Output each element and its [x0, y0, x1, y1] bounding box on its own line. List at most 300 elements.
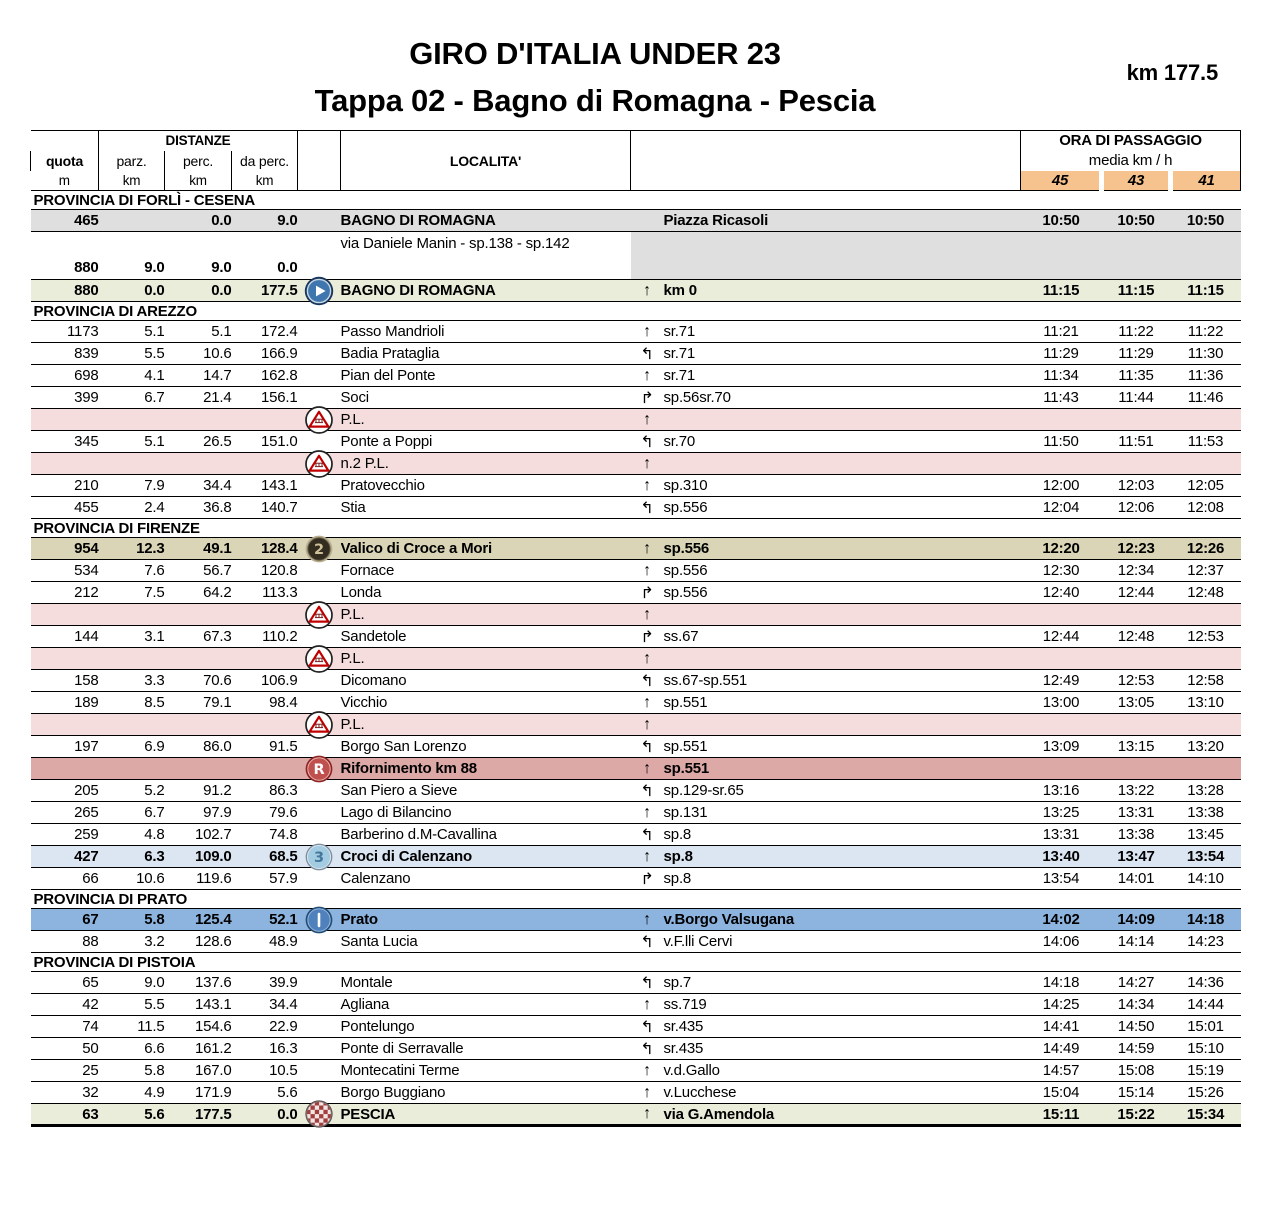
perc-label: perc.: [165, 151, 232, 171]
route-row: [31, 626, 1241, 648]
direction-cell: ↑: [631, 692, 664, 714]
route-row: [31, 256, 1241, 280]
direction-cell: ↑: [631, 280, 664, 302]
time-cell: 13:45: [1171, 824, 1241, 846]
icon-cell: [298, 232, 341, 256]
parz-km-cell: 5.5: [99, 343, 165, 365]
icon-cell: [298, 409, 341, 431]
time-cell: 15:34: [1171, 1104, 1241, 1126]
icon-cell: [298, 648, 341, 670]
time-cell: 12:44: [1021, 626, 1102, 648]
direction-cell: ↑: [631, 758, 664, 780]
route-row: [31, 497, 1241, 519]
icon-cell: [298, 1104, 341, 1126]
icon-cell: [298, 453, 341, 475]
da-perc-km-cell: [232, 409, 298, 431]
svg-text:R: R: [313, 761, 325, 778]
da-perc-km-cell: 120.8: [232, 560, 298, 582]
province-label: PROVINCIA DI PRATO: [31, 890, 1241, 909]
quota-cell: 399: [31, 387, 99, 409]
road-cell: sr.435: [664, 1016, 1021, 1038]
quota-cell: 74: [31, 1016, 99, 1038]
time-cell: 12:23: [1102, 538, 1171, 560]
road-cell: [664, 648, 1021, 670]
perc-km-cell: 171.9: [165, 1082, 232, 1104]
table-body: [31, 191, 1241, 1126]
direction-cell: [631, 210, 664, 232]
route-row: [31, 648, 1241, 670]
quota-cell: 427: [31, 846, 99, 868]
quota-cell: 880: [31, 280, 99, 302]
icon-cell: [298, 560, 341, 582]
province-label: PROVINCIA DI PISTOIA: [31, 953, 1241, 972]
time-cell: 13:10: [1171, 692, 1241, 714]
localita-cell: P.L.: [341, 409, 631, 431]
direction-cell: ↱: [631, 868, 664, 890]
time-cell: 12:48: [1102, 626, 1171, 648]
parz-label: parz.: [99, 151, 165, 171]
road-cell: sp.131: [664, 802, 1021, 824]
perc-km-cell: 109.0: [165, 846, 232, 868]
time-cell: [1021, 714, 1102, 736]
da-perc-km-cell: 52.1: [232, 909, 298, 931]
time-cell: 14:10: [1171, 868, 1241, 890]
road-cell: [664, 256, 1021, 280]
time-cell: 14:01: [1102, 868, 1171, 890]
localita-cell: Stia: [341, 497, 631, 519]
perc-unit: km: [165, 171, 232, 191]
time-cell: 13:38: [1102, 824, 1171, 846]
perc-km-cell: [165, 453, 232, 475]
da-perc-km-cell: 128.4: [232, 538, 298, 560]
perc-km-cell: 64.2: [165, 582, 232, 604]
quota-cell: 212: [31, 582, 99, 604]
direction-cell: ↰: [631, 780, 664, 802]
da-perc-km-cell: 86.3: [232, 780, 298, 802]
time-cell: [1102, 409, 1171, 431]
time-cell: [1021, 256, 1102, 280]
time-cell: 14:23: [1171, 931, 1241, 953]
time-cell: 14:34: [1102, 994, 1171, 1016]
gpm-category2-icon: [305, 535, 333, 563]
da-perc-km-cell: [232, 453, 298, 475]
time-cell: 13:22: [1102, 780, 1171, 802]
time-cell: 13:31: [1102, 802, 1171, 824]
localita-cell: Agliana: [341, 994, 631, 1016]
parz-km-cell: [99, 604, 165, 626]
time-cell: 13:25: [1021, 802, 1102, 824]
quota-cell: 32: [31, 1082, 99, 1104]
time-cell: [1171, 758, 1241, 780]
parz-km-cell: 6.6: [99, 1038, 165, 1060]
localita-cell: Fornace: [341, 560, 631, 582]
direction-cell: ↰: [631, 670, 664, 692]
time-cell: 12:20: [1021, 538, 1102, 560]
route-row: [31, 931, 1241, 953]
quota-cell: 189: [31, 692, 99, 714]
direction-cell: ↑: [631, 604, 664, 626]
time-cell: [1021, 758, 1102, 780]
road-cell: via G.Amendola: [664, 1104, 1021, 1126]
perc-km-cell: [165, 409, 232, 431]
perc-km-cell: 91.2: [165, 780, 232, 802]
parz-km-cell: 7.9: [99, 475, 165, 497]
time-cell: 13:15: [1102, 736, 1171, 758]
route-row: [31, 453, 1241, 475]
time-cell: 12:37: [1171, 560, 1241, 582]
svg-text:3: 3: [314, 849, 324, 866]
icon-cell: [298, 909, 341, 931]
route-row: [31, 604, 1241, 626]
feed-zone-icon: [305, 755, 333, 783]
localita-cell: Montecatini Terme: [341, 1060, 631, 1082]
perc-km-cell: [165, 758, 232, 780]
direction-cell: ↰: [631, 497, 664, 519]
da-perc-km-cell: 0.0: [232, 1104, 298, 1126]
level-crossing-icon: [304, 644, 334, 674]
time-cell: 12:30: [1021, 560, 1102, 582]
direction-cell: ↑: [631, 538, 664, 560]
perc-km-cell: 154.6: [165, 1016, 232, 1038]
parz-km-cell: 10.6: [99, 868, 165, 890]
parz-km-cell: [99, 210, 165, 232]
parz-km-cell: [99, 409, 165, 431]
da-perc-km-cell: 0.0: [277, 258, 298, 276]
quota-cell: 67: [31, 909, 99, 931]
localita-cell: [341, 256, 631, 280]
icon-cell: [298, 604, 341, 626]
route-row: [31, 802, 1241, 824]
parz-km-cell: 2.4: [99, 497, 165, 519]
time-cell: 15:19: [1171, 1060, 1241, 1082]
icon-cell: [298, 931, 341, 953]
time-cell: [1021, 453, 1102, 475]
direction-cell: ↑: [631, 648, 664, 670]
time-cell: [1171, 256, 1241, 280]
da-perc-km-cell: 10.5: [232, 1060, 298, 1082]
localita-cell: Dicomano: [341, 670, 631, 692]
road-cell: sp.129-sr.65: [664, 780, 1021, 802]
da-perc-km-cell: 9.0: [232, 210, 298, 232]
da-perc-unit: km: [232, 171, 298, 191]
localita-cell: Borgo Buggiano: [341, 1082, 631, 1104]
localita-cell: P.L.: [341, 648, 631, 670]
time-cell: 12:03: [1102, 475, 1171, 497]
perc-km-cell: 36.8: [165, 497, 232, 519]
route-row: [31, 972, 1241, 994]
da-perc-km-cell: 162.8: [232, 365, 298, 387]
route-row: [31, 387, 1241, 409]
quota-cell: 66: [31, 868, 99, 890]
localita-cell: PESCIA: [341, 1104, 631, 1126]
quota-cell: 197: [31, 736, 99, 758]
direction-cell: ↱: [631, 387, 664, 409]
da-perc-km-cell: 57.9: [232, 868, 298, 890]
icon-cell: [298, 280, 341, 302]
time-cell: 14:25: [1021, 994, 1102, 1016]
road-cell: [664, 714, 1021, 736]
parz-km-cell: [99, 758, 165, 780]
direction-cell: ↑: [631, 409, 664, 431]
time-cell: 13:54: [1021, 868, 1102, 890]
localita-cell: Lago di Bilancino: [341, 802, 631, 824]
quota-cell: [31, 758, 99, 780]
road-cell: sp.310: [664, 475, 1021, 497]
quota-unit: m: [31, 171, 99, 191]
icon-cell: [298, 802, 341, 824]
quota-cell: [31, 409, 99, 431]
localita-cell: San Piero a Sieve: [341, 780, 631, 802]
perc-km-cell: 49.1: [165, 538, 232, 560]
quota-cell: 205: [31, 780, 99, 802]
time-cell: 12:40: [1021, 582, 1102, 604]
quota-cell: 42: [31, 994, 99, 1016]
quota-cell: 345: [31, 431, 99, 453]
time-cell: [1102, 232, 1171, 256]
time-cell: 15:04: [1021, 1082, 1102, 1104]
table-header: [31, 131, 1241, 191]
direction-cell: ↰: [631, 824, 664, 846]
quota-cell: 63: [31, 1104, 99, 1126]
perc-km-cell: 161.2: [165, 1038, 232, 1060]
localita-cell: Prato: [341, 909, 631, 931]
road-cell: [664, 232, 1021, 256]
perc-km-cell: [165, 648, 232, 670]
perc-km-cell: [165, 232, 232, 256]
perc-km-cell: 21.4: [165, 387, 232, 409]
perc-km-cell: 102.7: [165, 824, 232, 846]
time-cell: 12:48: [1171, 582, 1241, 604]
quota-cell: 259: [31, 824, 99, 846]
localita-cell: Vicchio: [341, 692, 631, 714]
quota-label: quota: [31, 151, 99, 171]
time-cell: [1171, 648, 1241, 670]
route-row: [31, 343, 1241, 365]
localita-cell: Santa Lucia: [341, 931, 631, 953]
perc-km-cell: 26.5: [165, 431, 232, 453]
route-row: [31, 475, 1241, 497]
route-row: [31, 1082, 1241, 1104]
direction-cell: ↰: [631, 972, 664, 994]
time-cell: 11:43: [1021, 387, 1102, 409]
time-cell: 13:09: [1021, 736, 1102, 758]
time-cell: 14:14: [1102, 931, 1171, 953]
direction-cell: ↰: [631, 343, 664, 365]
province-section-row: [31, 953, 1241, 972]
time-cell: 13:40: [1021, 846, 1102, 868]
route-row: [31, 736, 1241, 758]
route-row: [31, 714, 1241, 736]
parz-km-cell: 4.8: [99, 824, 165, 846]
perc-km-cell: 70.6: [165, 670, 232, 692]
parz-km-cell: 4.1: [99, 365, 165, 387]
time-cell: 13:05: [1102, 692, 1171, 714]
time-cell: 11:51: [1102, 431, 1171, 453]
quota-cell: 88: [31, 931, 99, 953]
road-cell: ss.67: [664, 626, 1021, 648]
quota-cell: 65: [31, 972, 99, 994]
route-row: [31, 758, 1241, 780]
time-cell: [1102, 758, 1171, 780]
road-cell: Piazza Ricasoli: [664, 210, 1021, 232]
time-cell: [1171, 714, 1241, 736]
route-row: [31, 321, 1241, 343]
direction-cell: ↰: [631, 1016, 664, 1038]
parz-km-cell: 9.0: [99, 972, 165, 994]
time-cell: 13:54: [1171, 846, 1241, 868]
time-cell: 13:38: [1171, 802, 1241, 824]
localita-cell: Calenzano: [341, 868, 631, 890]
gpm-category3-icon: [305, 843, 333, 871]
perc-km-cell: 119.6: [165, 868, 232, 890]
title-block: [0, 38, 1190, 116]
time-cell: 11:21: [1021, 321, 1102, 343]
level-crossing-icon: [304, 710, 334, 740]
speed-41-header: 41: [1171, 171, 1241, 191]
direction-cell: [631, 232, 664, 256]
time-cell: [1021, 232, 1102, 256]
route-row: [31, 232, 1241, 256]
da-perc-km-cell: 113.3: [232, 582, 298, 604]
road-cell: sp.556: [664, 560, 1021, 582]
route-row: [31, 1038, 1241, 1060]
time-cell: 11:29: [1102, 343, 1171, 365]
road-cell: sr.71: [664, 343, 1021, 365]
parz-km-cell: 5.8: [99, 1060, 165, 1082]
province-label: PROVINCIA DI FORLÌ - CESENA: [31, 191, 1241, 210]
quota-cell: [31, 604, 99, 626]
direction-cell: ↑: [631, 909, 664, 931]
localita-cell: Borgo San Lorenzo: [341, 736, 631, 758]
route-row: [31, 1016, 1241, 1038]
route-row: [31, 994, 1241, 1016]
time-cell: [1171, 604, 1241, 626]
parz-km-cell: 12.3: [99, 538, 165, 560]
time-cell: [1102, 648, 1171, 670]
province-section-row: [31, 519, 1241, 538]
localita-cell: P.L.: [341, 714, 631, 736]
perc-km-cell: [165, 714, 232, 736]
road-cell: sr.71: [664, 321, 1021, 343]
direction-cell: ↑: [631, 321, 664, 343]
route-row: [31, 780, 1241, 802]
road-cell: sp.551: [664, 736, 1021, 758]
time-cell: 12:49: [1021, 670, 1102, 692]
parz-km-cell: 5.6: [99, 1104, 165, 1126]
da-perc-km-cell: 48.9: [232, 931, 298, 953]
parz-km-cell: 6.3: [99, 846, 165, 868]
da-perc-km-cell: 91.5: [232, 736, 298, 758]
icon-column-header: [298, 131, 341, 191]
time-cell: 12:05: [1171, 475, 1241, 497]
quota-cell: 455: [31, 497, 99, 519]
road-cell: sp.551: [664, 692, 1021, 714]
da-perc-km-cell: 79.6: [232, 802, 298, 824]
parz-km-cell: [99, 648, 165, 670]
road-cell: sr.71: [664, 365, 1021, 387]
localita-cell: Montale: [341, 972, 631, 994]
perc-km-cell: 0.0: [165, 280, 232, 302]
perc-km-cell: 86.0: [165, 736, 232, 758]
direction-cell: ↑: [631, 1104, 664, 1126]
road-cell: v.Borgo Valsugana: [664, 909, 1021, 931]
time-cell: 10:50: [1171, 210, 1241, 232]
province-label: PROVINCIA DI FIRENZE: [31, 519, 1241, 538]
stage-subtitle: Tappa 02 - Bagno di Romagna - Pescia: [314, 83, 876, 118]
time-cell: [1021, 604, 1102, 626]
time-cell: 13:28: [1171, 780, 1241, 802]
localita-cell: Londa: [341, 582, 631, 604]
perc-km-cell: 79.1: [165, 692, 232, 714]
localita-cell: Pontelungo: [341, 1016, 631, 1038]
road-cell: [664, 604, 1021, 626]
time-cell: 12:00: [1021, 475, 1102, 497]
time-cell: 14:09: [1102, 909, 1171, 931]
da-perc-km-cell: 74.8: [232, 824, 298, 846]
quota-cell: 50: [31, 1038, 99, 1060]
parz-km-cell: 5.5: [99, 994, 165, 1016]
direction-cell: [631, 256, 664, 280]
route-row: [31, 431, 1241, 453]
da-perc-km-cell: 140.7: [232, 497, 298, 519]
time-cell: 11:46: [1171, 387, 1241, 409]
time-cell: 14:06: [1021, 931, 1102, 953]
icon-cell: [298, 343, 341, 365]
perc-km-cell: 67.3: [165, 626, 232, 648]
route-row: [31, 365, 1241, 387]
perc-km-cell: 34.4: [165, 475, 232, 497]
da-perc-km-cell: 22.9: [232, 1016, 298, 1038]
time-cell: 13:47: [1102, 846, 1171, 868]
time-cell: 11:15: [1021, 280, 1102, 302]
time-cell: 15:14: [1102, 1082, 1171, 1104]
time-cell: 14:18: [1171, 909, 1241, 931]
perc-km-cell: 97.9: [165, 802, 232, 824]
quota-header-spacer: [31, 131, 99, 151]
time-cell: [1102, 256, 1171, 280]
da-perc-km-cell: 151.0: [232, 431, 298, 453]
parz-km-cell: 0.0: [99, 280, 165, 302]
ora-di-passaggio-header: ORA DI PASSAGGIO: [1021, 131, 1241, 151]
time-cell: 11:36: [1171, 365, 1241, 387]
perc-km-cell: 10.6: [165, 343, 232, 365]
route-row: [31, 692, 1241, 714]
route-row: [31, 868, 1241, 890]
localita-cell: Valico di Croce a Mori: [341, 538, 631, 560]
perc-km-cell: 9.0: [211, 258, 232, 276]
route-row: [31, 409, 1241, 431]
da-perc-km-cell: 110.2: [232, 626, 298, 648]
parz-km-cell: 5.8: [99, 909, 165, 931]
parz-km-cell: 11.5: [99, 1016, 165, 1038]
direction-cell: ↑: [631, 475, 664, 497]
time-cell: 11:15: [1171, 280, 1241, 302]
time-cell: [1102, 453, 1171, 475]
time-cell: [1021, 648, 1102, 670]
direction-cell: ↱: [631, 626, 664, 648]
time-cell: 11:30: [1171, 343, 1241, 365]
da-perc-km-cell: [232, 714, 298, 736]
road-cell: ss.719: [664, 994, 1021, 1016]
time-cell: 11:29: [1021, 343, 1102, 365]
quota-cell: 1173: [31, 321, 99, 343]
da-perc-label: da perc.: [232, 151, 298, 171]
direction-cell: ↰: [631, 1038, 664, 1060]
parz-km-cell: 8.5: [99, 692, 165, 714]
time-cell: 14:49: [1021, 1038, 1102, 1060]
perc-km-cell: 14.7: [165, 365, 232, 387]
perc-km-cell: 137.6: [165, 972, 232, 994]
